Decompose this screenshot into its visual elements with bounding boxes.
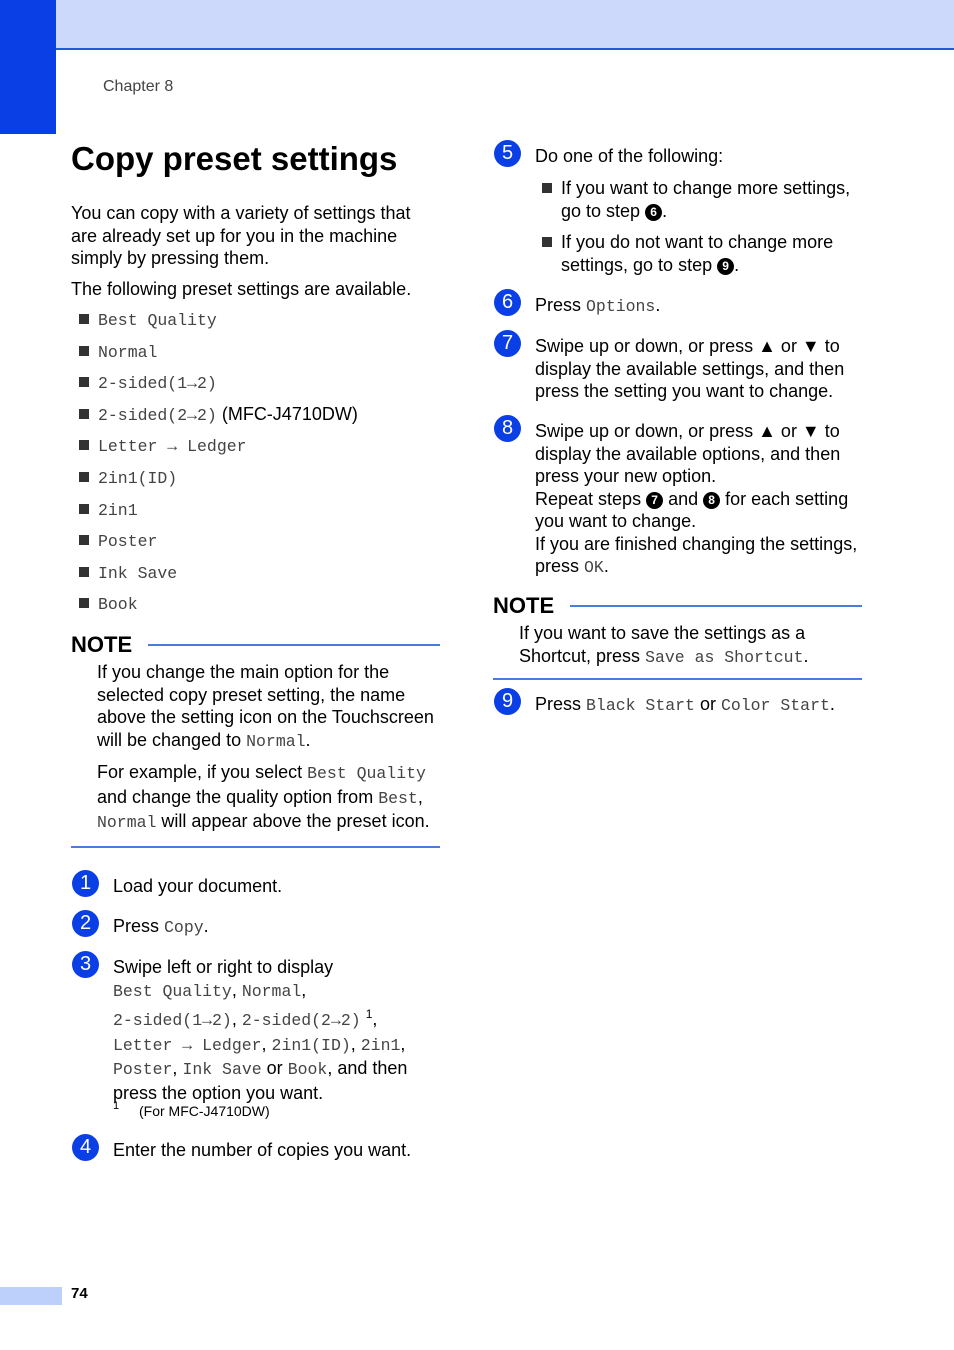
step-4-text: Enter the number of copies you want. <box>113 1140 412 1160</box>
list-item: Book <box>79 593 358 625</box>
step-number-4: 4 <box>72 1134 99 1161</box>
list-item: Normal <box>79 341 358 373</box>
footnote-ref: 1 <box>365 1007 373 1021</box>
list-item: 2in1(ID) <box>79 467 358 499</box>
step-5-text: Do one of the following: <box>535 146 724 166</box>
step-number-5: 5 <box>494 140 521 167</box>
step-ref-icon: 7 <box>646 492 663 509</box>
note-divider <box>148 644 440 646</box>
list-item: 2-sided(1→2) <box>79 372 358 404</box>
bullet-icon <box>542 237 552 247</box>
note-divider-bottom <box>71 846 440 848</box>
step-number-7: 7 <box>494 330 521 357</box>
note-title: NOTE <box>71 632 133 657</box>
step-3-text: Swipe left or right to display Best Quality, Normal, 2-sided(1→2), 2-sided(2→2) $^1$, Letter → Ledger, 2in1(ID), 2in1, Poster, Ink Save or Book, and then press the option you want. <box>113 957 408 1103</box>
note-box-2 <box>493 593 862 680</box>
preset-list <box>79 309 358 625</box>
step-7-text: Swipe up or down, or press ▲ or ▼ to display the available settings, and then press the setting you want to change. <box>535 336 845 401</box>
bullet-icon <box>79 598 89 608</box>
step-9-text: Press Black Start or Color Start. <box>535 694 835 715</box>
bullet-icon <box>79 535 89 545</box>
bullet-icon <box>79 346 89 356</box>
step-ref-icon: 9 <box>717 258 734 275</box>
bullet-icon <box>79 567 89 577</box>
step-2-text: Press Copy. <box>113 916 209 937</box>
bullet-icon <box>79 504 89 514</box>
note-box <box>71 632 440 848</box>
list-item: Letter → Ledger <box>79 435 358 467</box>
step-number-9: 9 <box>494 688 521 715</box>
note-header <box>71 632 440 658</box>
page-title: Copy preset settings <box>71 140 398 177</box>
note-text-2: For example, if you select Best Quality and change the quality option from Best, Normal will appear above the preset icon. <box>97 762 430 832</box>
step-number-8: 8 <box>494 415 521 442</box>
bullet-icon <box>79 440 89 450</box>
step-8-text: Swipe up or down, or press ▲ or ▼ to display the available options, and then press your new option. Repeat steps 7 and 8 for each setting you want to change. If you are finished changing the settings, press OK. <box>535 421 858 577</box>
note-text: If you change the main option for the selected copy preset setting, the name above the setting icon on the Touchscreen will be changed to Normal. <box>97 662 434 751</box>
list-item: Best Quality <box>79 309 358 341</box>
note-title: NOTE <box>493 593 555 618</box>
step-1-text: Load your document. <box>113 876 283 896</box>
list-item: 2-sided(2→2) (MFC-J4710DW) <box>79 404 358 436</box>
intro-paragraph-2: The following preset settings are available. <box>71 279 412 299</box>
bullet-icon <box>79 409 89 419</box>
footnote-text: (For MFC-J4710DW) <box>139 1103 270 1119</box>
chapter-label: Chapter 8 <box>103 78 174 95</box>
step-5-option-1: If you want to change more settings, go to step 6 . <box>561 177 861 222</box>
step-ref-icon: 6 <box>645 204 662 221</box>
bullet-icon <box>79 314 89 324</box>
list-item: Poster <box>79 530 358 562</box>
chapter-tab <box>0 0 56 134</box>
page-number-bar <box>0 1287 62 1305</box>
bullet-icon <box>79 377 89 387</box>
list-item: 2in1 <box>79 499 358 531</box>
step-5-option-2: If you do not want to change more settings, go to step 9 . <box>561 231 861 276</box>
step-number-2: 2 <box>72 910 99 937</box>
step-number-1: 1 <box>72 870 99 897</box>
step-6-text: Press Options. <box>535 295 661 316</box>
intro-paragraph: You can copy with a variety of settings that are already set up for you in the machine simply by pressing them. <box>71 203 411 268</box>
bullet-icon <box>79 472 89 482</box>
list-item: Ink Save <box>79 562 358 594</box>
step-ref-icon: 8 <box>703 492 720 509</box>
note-divider <box>570 605 862 607</box>
step-number-3: 3 <box>72 951 99 978</box>
step-number-6: 6 <box>494 289 521 316</box>
footnote-mark: 1 <box>113 1100 120 1112</box>
note-text: If you want to save the settings as a Shortcut, press Save as Shortcut. <box>519 623 809 667</box>
note-divider-bottom <box>493 678 862 680</box>
bullet-icon <box>542 183 552 193</box>
note-header <box>493 593 862 619</box>
page-number: 74 <box>71 1285 88 1302</box>
header-bar <box>56 0 954 50</box>
